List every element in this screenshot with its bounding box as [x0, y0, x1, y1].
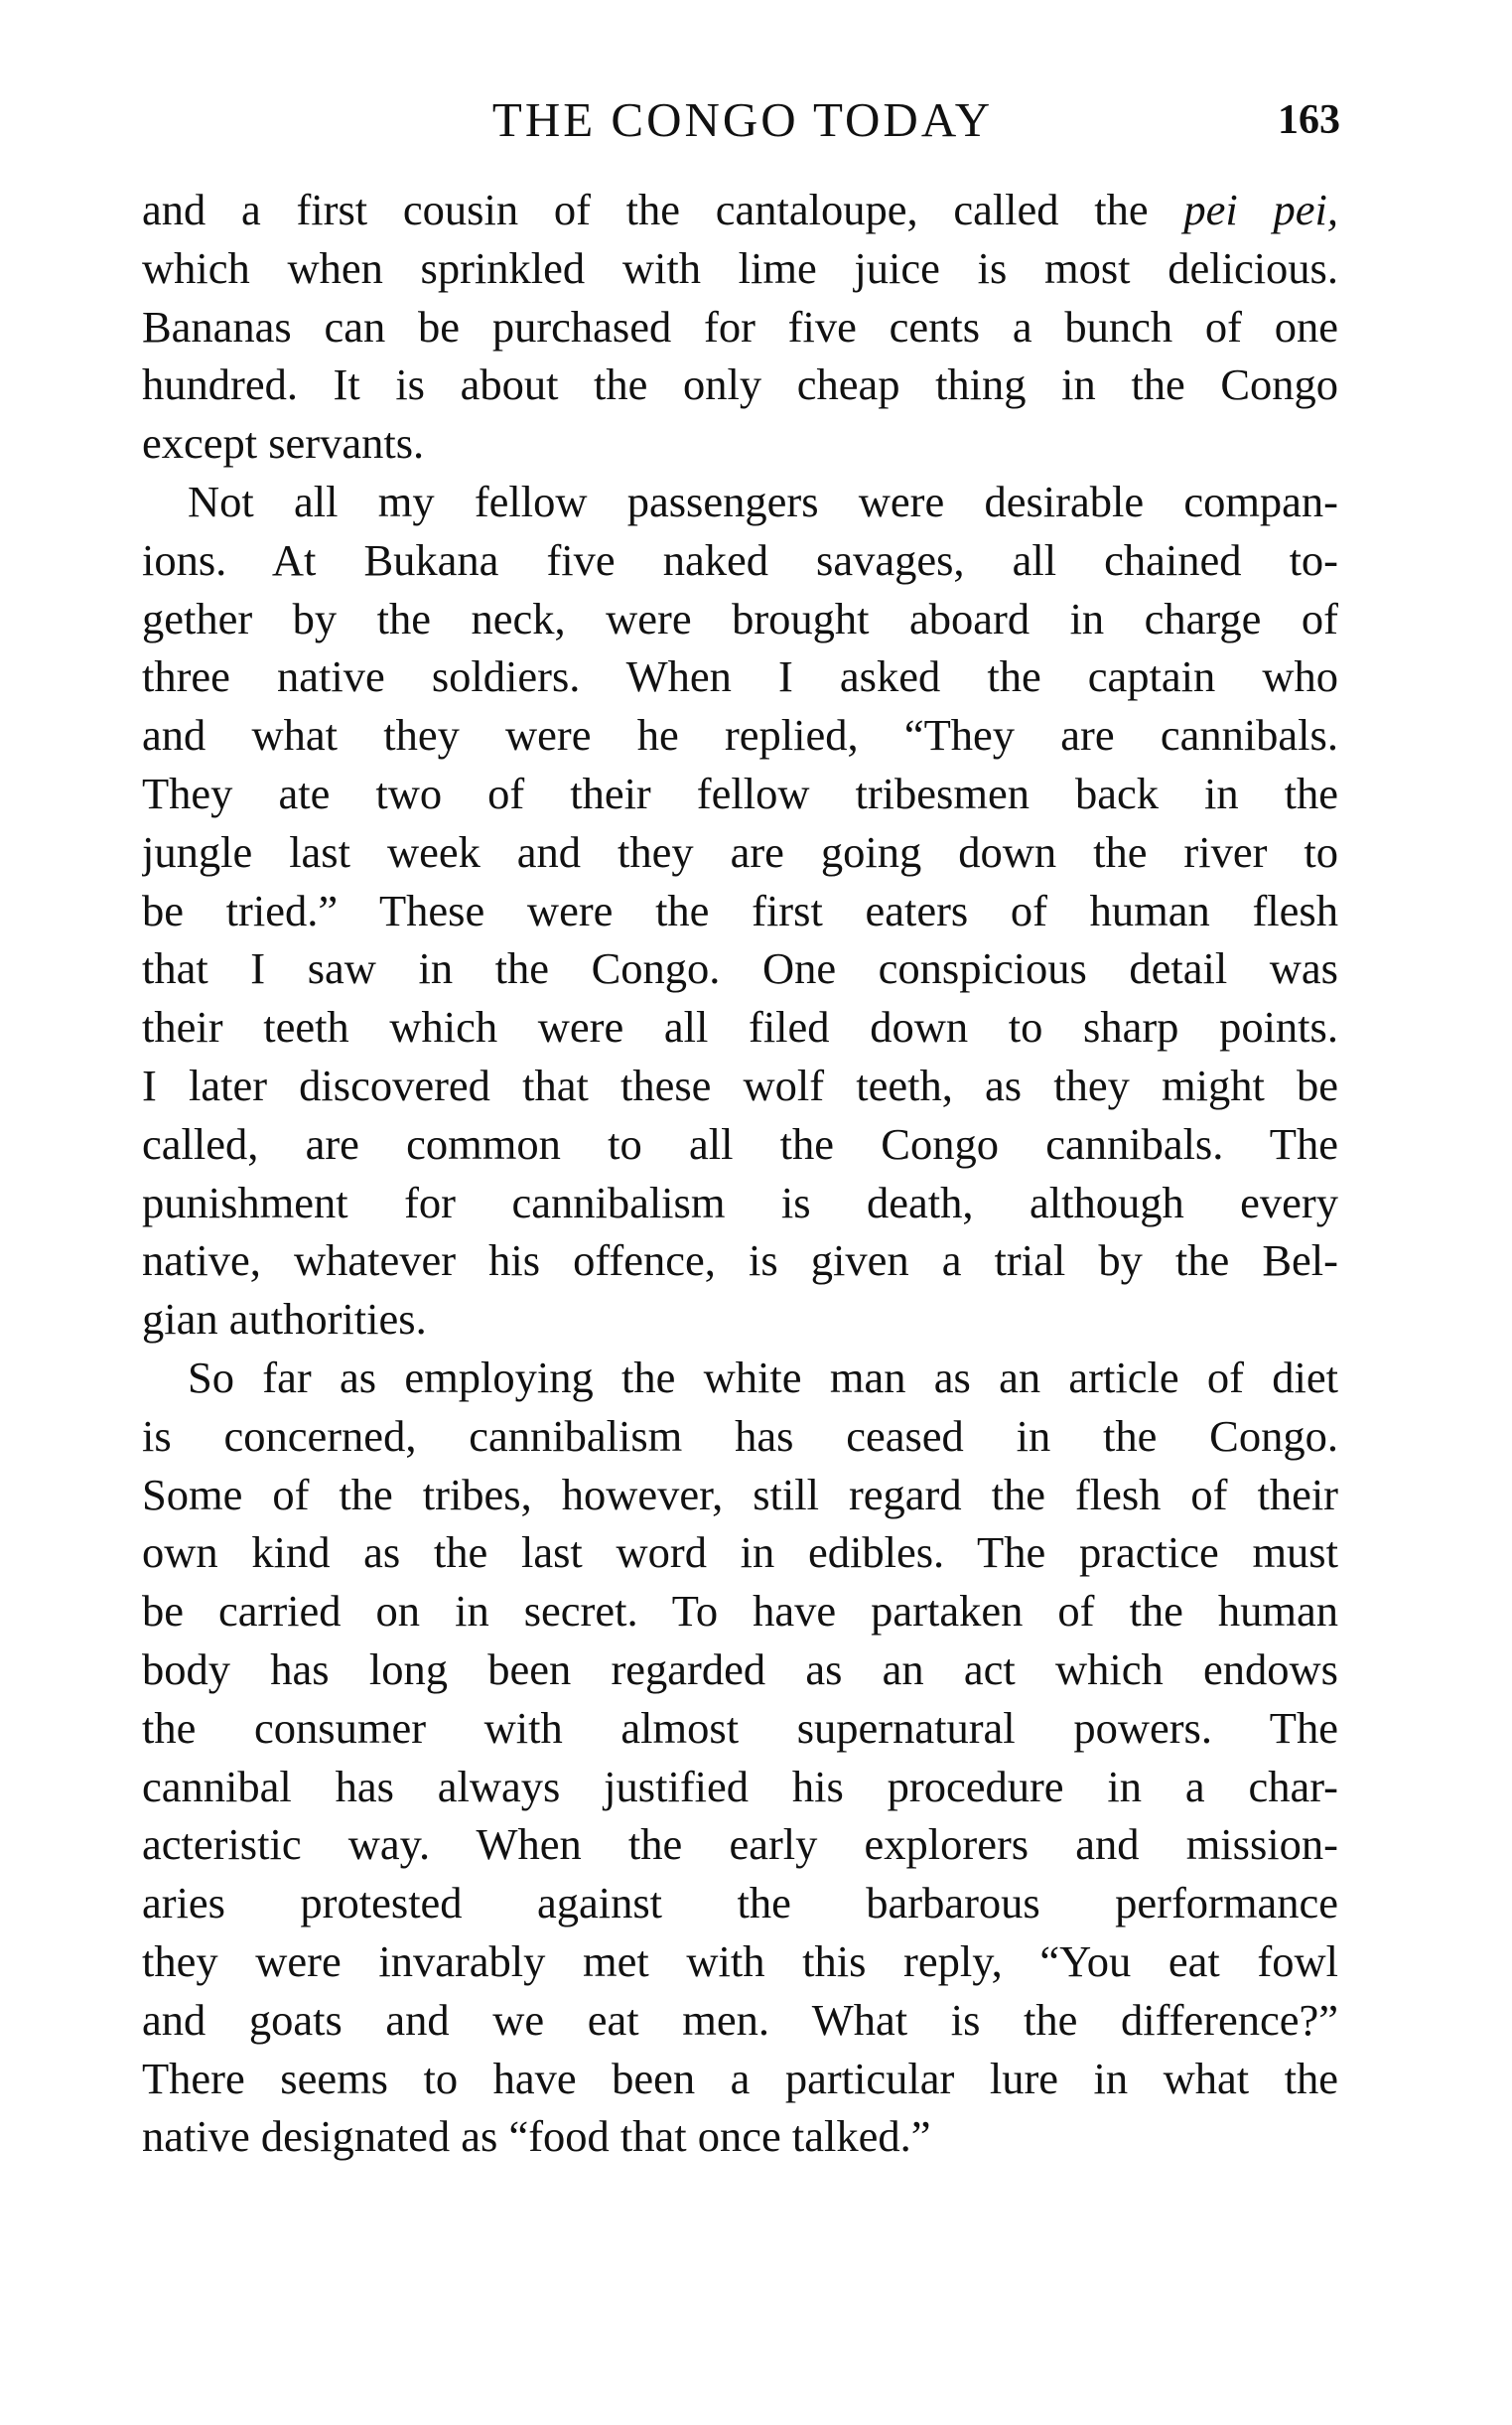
text-line	[142, 1466, 1338, 1524]
text-run: I later discovered that these wolf teeth, as they might be	[142, 1060, 1338, 1110]
text-line	[142, 590, 1338, 648]
text-run: called, are common to all the Congo cannibals. The	[142, 1118, 1338, 1169]
text-run: body has long been regarded as an act which endows	[142, 1643, 1338, 1694]
text-run: the consumer with almost supernatural powers. The	[142, 1702, 1338, 1753]
text-line	[142, 2050, 1338, 2108]
text-line	[142, 1407, 1338, 1466]
text-line	[142, 765, 1338, 823]
text-run: they were invarably met with this reply, “You eat fowl	[142, 1935, 1338, 1986]
text-run: gether by the neck, were brought aboard in charge of	[142, 593, 1338, 643]
text-run: three native soldiers. When I asked the captain who	[142, 651, 1338, 702]
text-run: They ate two of their fellow tribesmen back in the	[142, 768, 1338, 818]
text-run: jungle last week and they are going down the river to	[142, 826, 1338, 877]
text-line	[142, 1582, 1338, 1640]
text-run: that I saw in the Congo. One conspicious detail was	[142, 943, 1338, 994]
text-run: native, whatever his offence, is given a trial by the Bel-	[142, 1235, 1338, 1286]
text-run: There seems to have been a particular lure in what the	[142, 2053, 1338, 2103]
text-run: cannibal has always justified his procedure in a char-	[142, 1761, 1338, 1811]
text-line	[142, 823, 1338, 882]
text-line	[142, 1057, 1338, 1115]
text-line	[142, 414, 1338, 473]
text-line	[142, 1699, 1338, 1758]
text-line	[142, 1290, 1338, 1349]
text-run: except servants.	[142, 418, 425, 469]
text-run: Bananas can be purchased for five cents a bunch of one	[142, 301, 1338, 352]
text-run: acteristic way. When the early explorers and mission-	[142, 1819, 1338, 1870]
text-line	[142, 706, 1338, 765]
text-line	[142, 1349, 1338, 1407]
text-line	[142, 1523, 1338, 1582]
text-run: be carried on in secret. To have partaken of the human	[142, 1586, 1338, 1637]
page-number: 163	[1278, 97, 1340, 143]
running-title: THE CONGO TODAY	[491, 92, 994, 147]
text-line	[142, 1231, 1338, 1290]
text-line	[142, 1932, 1338, 1991]
italic-term: pei pei,	[1183, 185, 1338, 234]
text-line	[142, 1991, 1338, 2050]
text-run: be tried.” These were the first eaters of human flesh	[142, 885, 1338, 935]
text-run: which when sprinkled with lime juice is most delicious.	[142, 242, 1338, 293]
text-run: So far as employing the white man as an article of diet	[188, 1352, 1338, 1402]
text-line	[142, 998, 1338, 1057]
text-line	[142, 1115, 1338, 1174]
text-line	[142, 2107, 1338, 2166]
text-line	[142, 1640, 1338, 1699]
text-line	[142, 1874, 1338, 1932]
text-run: ions. At Bukana five naked savages, all chained to-	[142, 534, 1338, 585]
text-line	[142, 356, 1338, 414]
text-line	[142, 1758, 1338, 1816]
running-head	[145, 85, 1340, 155]
text-run: Some of the tribes, however, still regard the flesh of their	[142, 1469, 1338, 1519]
text-line	[142, 939, 1338, 998]
text-line	[142, 882, 1338, 940]
text-line	[142, 531, 1338, 590]
text-line	[142, 1174, 1338, 1232]
text-line	[142, 473, 1338, 531]
text-run: gian authorities.	[142, 1294, 427, 1345]
text-line	[142, 239, 1338, 298]
text-run: is concerned, cannibalism has ceased in the Congo.	[142, 1410, 1338, 1461]
text-run: and a first cousin of the cantaloupe, called the	[142, 185, 1184, 234]
text-run: native designated as “food that once talked.”	[142, 2111, 931, 2162]
text-run: aries protested against the barbarous performance	[142, 1878, 1338, 1928]
text-run: and goats and we eat men. What is the difference?”	[142, 1994, 1338, 2045]
body-text	[142, 181, 1338, 2166]
text-line	[142, 647, 1338, 706]
text-run: and what they were he replied, “They are cannibals.	[142, 710, 1338, 761]
text-run: Not all my fellow passengers were desirable compan-	[188, 476, 1338, 526]
text-run: punishment for cannibalism is death, although every	[142, 1177, 1338, 1227]
text-run: their teeth which were all filed down to sharp points.	[142, 1002, 1338, 1053]
text-line	[142, 181, 1338, 239]
text-run: hundred. It is about the only cheap thing in the Congo	[142, 359, 1338, 410]
text-line	[142, 298, 1338, 357]
text-run: own kind as the last word in edibles. The practice must	[142, 1527, 1338, 1578]
text-line	[142, 1815, 1338, 1874]
